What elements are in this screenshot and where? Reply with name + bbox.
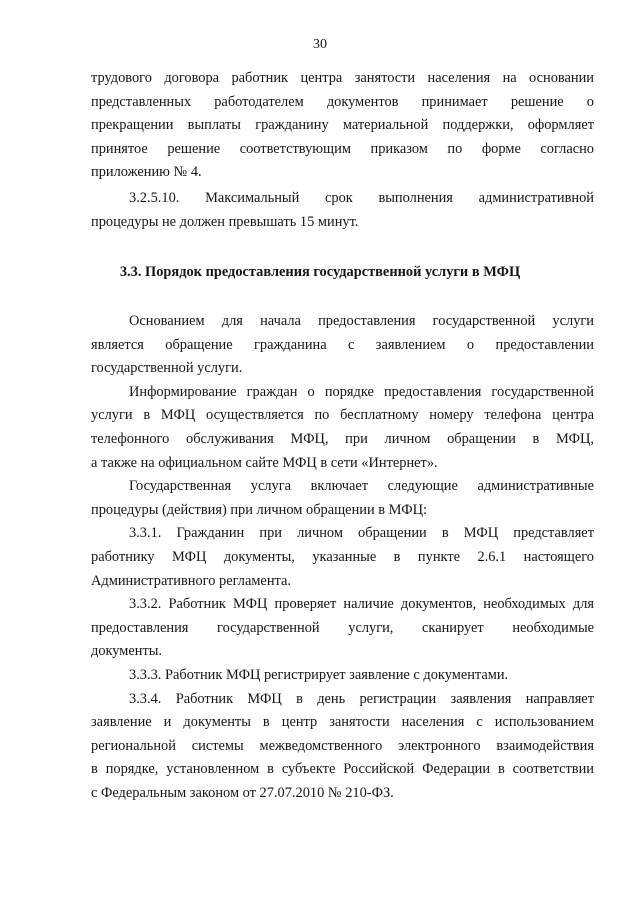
text-line: государственной услуги. [91, 360, 243, 377]
text-line: Информирование граждан о порядке предоставления государственной [129, 383, 594, 400]
text-line: приложению № 4. [91, 164, 202, 181]
text-line: 3.3.3. Работник МФЦ регистрирует заявление с документами. [129, 666, 509, 683]
text-line: документы. [91, 643, 163, 660]
text-line: в порядке, установленном в субъекте Российской Федерации в соответствии [91, 761, 594, 778]
paragraph-block-continuation [91, 67, 594, 234]
text-line: прекращении выплаты гражданину материальной поддержки, оформляет [91, 117, 594, 134]
text-line: региональной системы межведомственного электронного взаимодействия [91, 737, 594, 754]
text-line: заявление и документы в центр занятости населения с использованием [91, 714, 594, 731]
text-line: предоставления государственной услуги, сканирует необходимые [91, 619, 594, 636]
page-number: 30 [313, 37, 327, 52]
section-heading: 3.3. Порядок предоставления государственной услуги в МФЦ [119, 264, 521, 280]
text-line: а также на официальном сайте МФЦ в сети «Интернет». [91, 454, 438, 471]
text-line: Административного регламента. [91, 572, 291, 589]
text-line: 3.3.4. Работник МФЦ в день регистрации заявления направляет [129, 690, 594, 707]
text-line: услуги в МФЦ осуществляется по бесплатному номеру телефона центра [91, 407, 594, 424]
text-line: является обращение гражданина с заявлением о предоставлении [91, 336, 594, 353]
text-line: 3.2.5.10. Максимальный срок выполнения административной [129, 189, 594, 206]
text-line: Основанием для начала предоставления государственной услуги [129, 313, 594, 329]
text-line: работнику МФЦ документы, указанные в пункте 2.6.1 настоящего [91, 548, 594, 565]
text-line: трудового договора работник центра занятости населения на основании [91, 70, 594, 86]
text-line: процедуры (действия) при личном обращении в МФЦ: [91, 501, 428, 518]
paragraph-block-section-3-3 [91, 310, 594, 805]
text-line: 3.3.1. Гражданин при личном обращении в МФЦ представляет [129, 525, 594, 542]
text-line: 3.3.2. Работник МФЦ проверяет наличие документов, необходимых для [129, 596, 594, 613]
text-line: представленных работодателем документов принимает решение о [91, 93, 594, 110]
text-line: принятое решение соответствующим приказом по форме согласно [91, 140, 594, 157]
text-line: телефонного обслуживания МФЦ, при личном обращении в МФЦ, [91, 430, 594, 447]
text-line: с Федеральным законом от 27.07.2010 № 210-ФЗ. [91, 784, 394, 801]
text-line: процедуры не должен превышать 15 минут. [91, 213, 359, 230]
text-line: Государственная услуга включает следующие административные [129, 478, 594, 495]
